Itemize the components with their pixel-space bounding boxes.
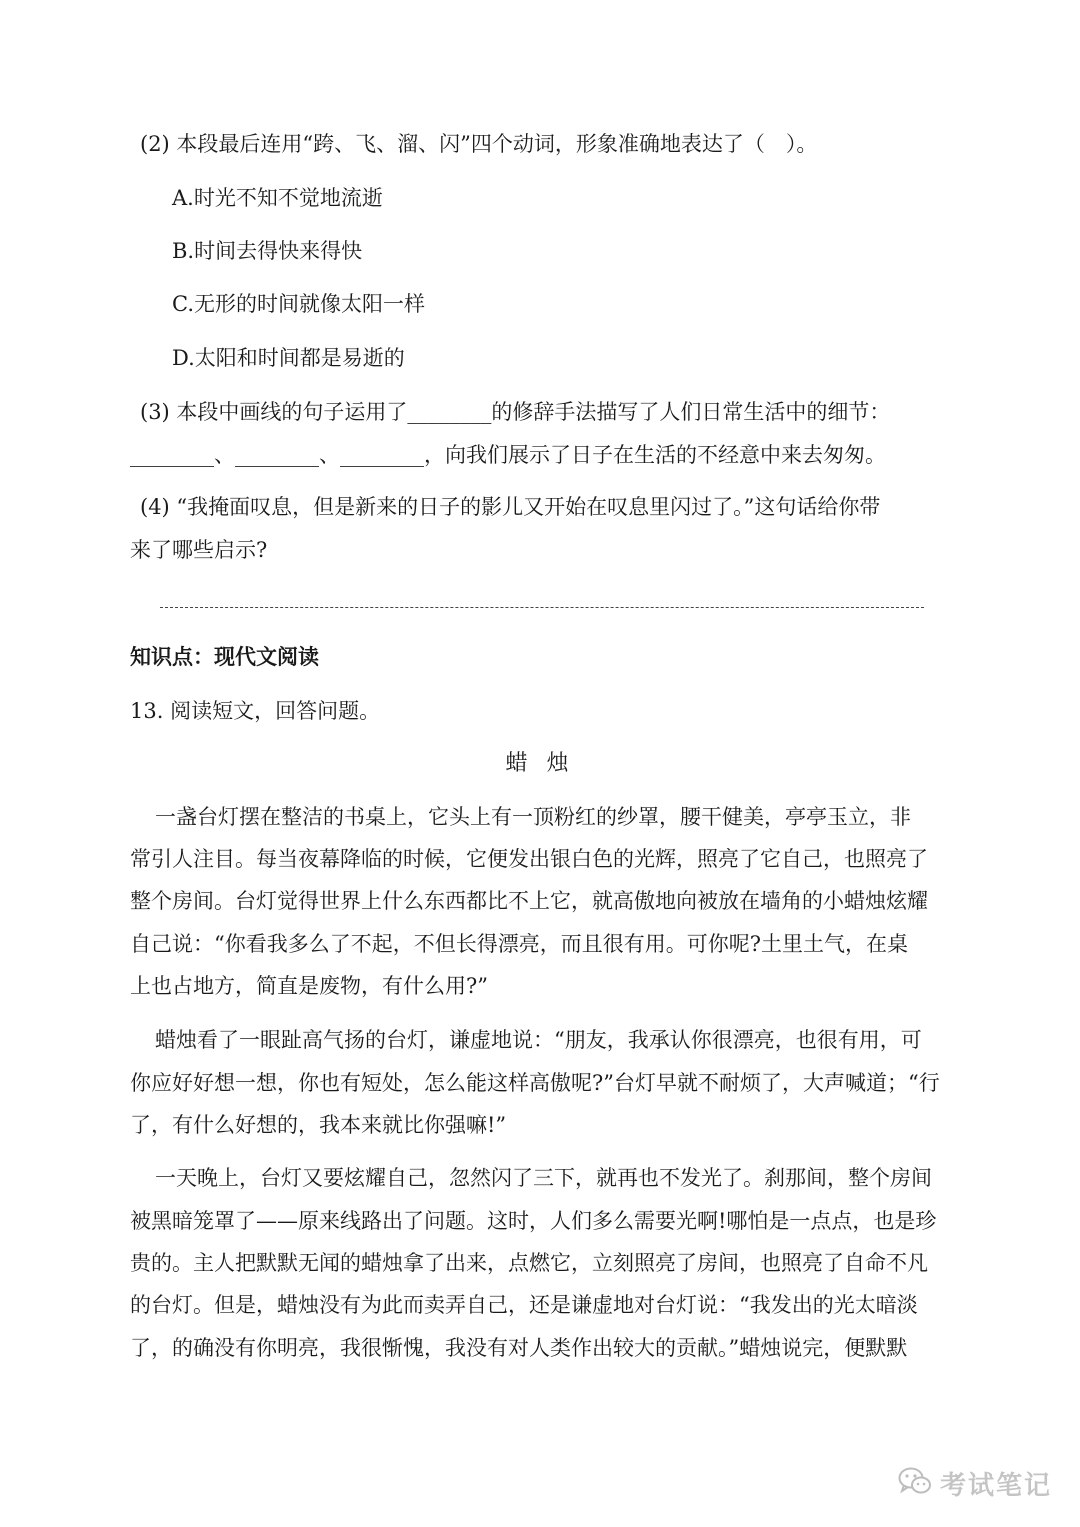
- story-p3-line-3: 贵的。主人把默默无闻的蜡烛拿了出来，点燃它，立刻照亮了房间，也照亮了自命不凡: [130, 1251, 928, 1275]
- story-p3-line-2: 被黑暗笼罩了——原来线路出了问题。这时，人们多么需要光啊!哪怕是一点点，也是珍: [130, 1209, 937, 1233]
- q13-prompt: 13. 阅读短文，回答问题。: [130, 699, 381, 723]
- q4-line-2: 来了哪些启示?: [130, 538, 268, 562]
- story-title: 蜡 烛: [505, 751, 575, 776]
- story-p2-line-3: 了，有什么好想的，我本来就比你强嘛!”: [130, 1113, 507, 1137]
- story-p2-line-2: 你应好好想一想，你也有短处，怎么能这样高傲呢?”台灯早就不耐烦了，大声喊道；“行: [130, 1071, 940, 1095]
- q2-option-c: C.无形的时间就像太阳一样: [172, 292, 425, 316]
- story-p3-line-4: 的台灯。但是，蜡烛没有为此而卖弄自己，还是谦虚地对台灯说：“我发出的光太暗淡: [130, 1293, 918, 1317]
- q2-option-b: B.时间去得快来得快: [172, 239, 363, 263]
- q4-line-1: (4) “我掩面叹息，但是新来的日子的影儿又开始在叹息里闪过了。”这句话给你带: [140, 495, 881, 519]
- q2-option-a: A.时光不知不觉地流逝: [172, 186, 383, 210]
- story-p3-line-1: 一天晚上，台灯又要炫耀自己，忽然闪了三下，就再也不发光了。刹那间，整个房间: [155, 1166, 932, 1190]
- watermark: [898, 1463, 1052, 1503]
- q3-line-2: ________、________、________，向我们展示了日子在生活的不经意中来去匆匆。: [130, 443, 886, 467]
- q3-line-1: (3) 本段中画线的句子运用了________的修辞手法描写了人们日常生活中的细节：: [140, 400, 891, 424]
- story-p1-line-4: 自己说：“你看我多么了不起，不但长得漂亮，而且很有用。可你呢?土里土气，在桌: [130, 932, 908, 956]
- watermark-text: 考试笔记: [939, 1470, 1052, 1501]
- answer-blank-line: [160, 607, 924, 608]
- story-p1-line-5: 上也占地方，简直是废物，有什么用?”: [130, 974, 488, 998]
- q2-option-d: D.太阳和时间都是易逝的: [172, 346, 405, 370]
- story-p1-line-1: 一盏台灯摆在整洁的书桌上，它头上有一顶粉红的纱罩，腰干健美，亭亭玉立，非: [155, 805, 911, 829]
- story-p1-line-3: 整个房间。台灯觉得世界上什么东西都比不上它，就高傲地向被放在墙角的小蜡烛炫耀: [130, 889, 928, 913]
- story-p2-line-1: 蜡烛看了一眼趾高气扬的台灯，谦虚地说：“朋友，我承认你很漂亮，也很有用，可: [155, 1028, 922, 1052]
- q2-stem: (2) 本段最后连用“跨、飞、溜、闪”四个动词，形象准确地表达了（ ）。: [140, 132, 818, 156]
- wechat-icon: [898, 1466, 932, 1500]
- story-p3-line-5: 了，的确没有你明亮，我很惭愧，我没有对人类作出较大的贡献。”蜡烛说完，便默默: [130, 1336, 908, 1360]
- story-p1-line-2: 常引人注目。每当夜幕降临的时候，它便发出银白色的光辉，照亮了它自己，也照亮了: [130, 847, 928, 871]
- knowledge-point-heading: 知识点：现代文阅读: [130, 645, 319, 669]
